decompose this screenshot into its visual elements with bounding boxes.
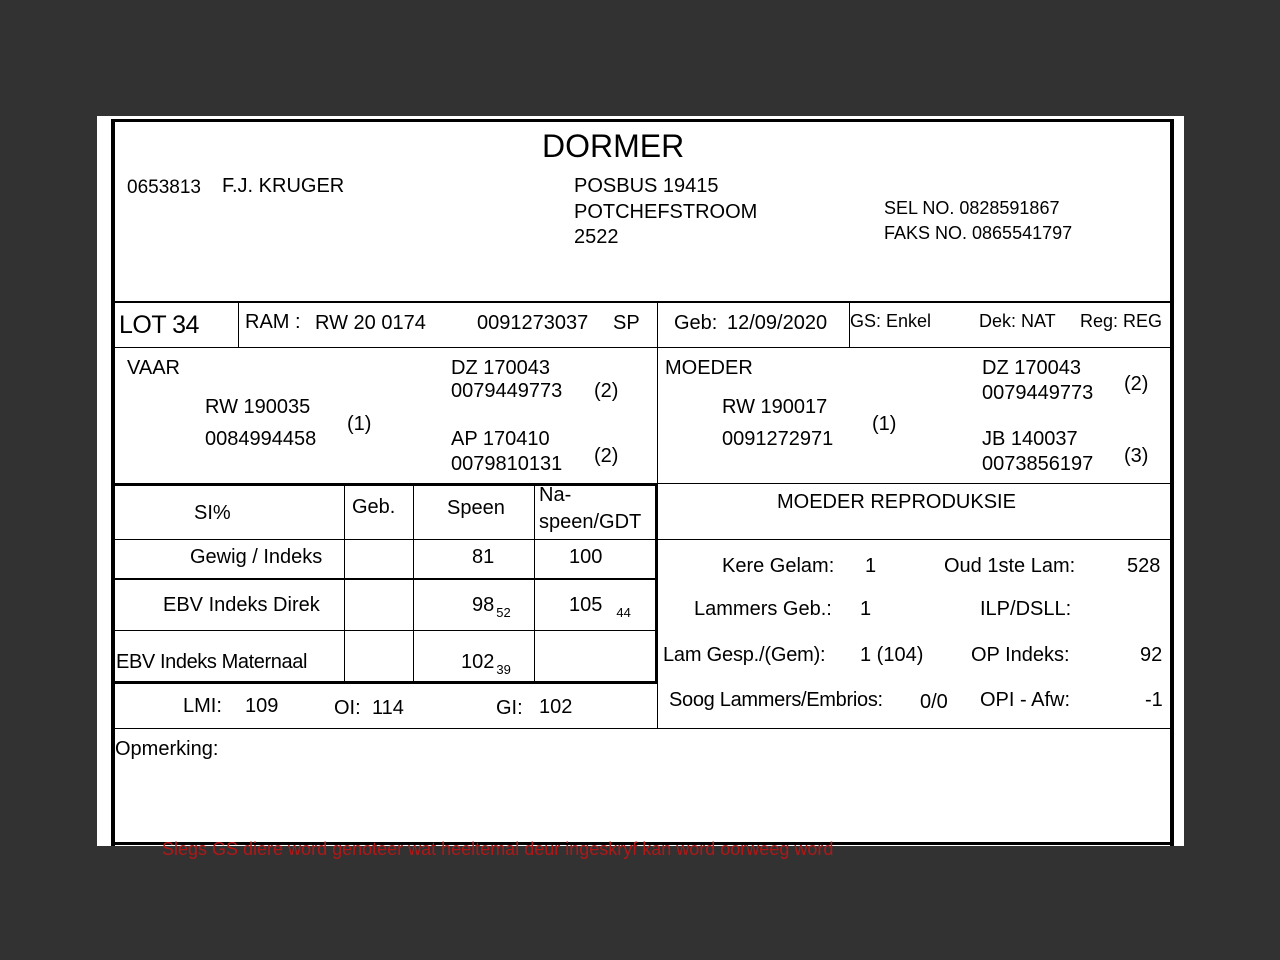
lot-number: LOT 34 (119, 311, 199, 339)
owner-id: 0653813 (127, 177, 201, 198)
sire-dam: AP 170410 (451, 428, 550, 450)
sire-animal: RW 190035 (205, 396, 311, 418)
dam-sire: DZ 170043 (982, 357, 1081, 379)
gesp-label: Lam Gesp./(Gem): (663, 644, 826, 666)
divider-summary (111, 728, 1174, 729)
col-geb (344, 484, 345, 683)
kere-label: Kere Gelam: (722, 555, 835, 577)
dam-dam-mark: (3) (1124, 445, 1149, 467)
owner-name: F.J. KRUGER (222, 175, 345, 197)
dam-dam: JB 140037 (982, 428, 1078, 450)
si-header: SI% (194, 502, 231, 524)
footer-note: Slegs GS diere word genoteer wat heeltemal deur ingeskryf kan word oorweeg word (162, 839, 834, 859)
kere-value: 1 (865, 555, 877, 577)
lammers-value: 1 (860, 598, 872, 620)
col-naspeen (534, 484, 535, 683)
gi-label: GI: (496, 697, 523, 719)
born-label: Geb: (674, 312, 718, 334)
opi-label: OPI - Afw: (980, 689, 1071, 711)
ram-suffix: SP (613, 312, 640, 334)
dam-number: 0091272971 (722, 428, 834, 450)
divider-lot (111, 347, 1174, 348)
ram-number: RW 20 0174 (315, 312, 426, 334)
breed-title: DORMER (542, 128, 685, 164)
row-label: EBV Indeks Maternaal (116, 651, 307, 673)
speen-header: Speen (447, 497, 505, 519)
address-line3: 2522 (574, 226, 619, 248)
sire-mark: (1) (347, 413, 372, 435)
gesp-value: 1 (104) (860, 644, 924, 666)
col-si-right (655, 484, 658, 683)
oi-value: 114 (372, 697, 404, 719)
row-speen: 81 (472, 546, 495, 568)
op-value: 92 (1140, 644, 1163, 666)
col-lot (238, 302, 239, 348)
reg-value: Reg: REG (1080, 311, 1163, 331)
ram-reg: 0091273037 (477, 312, 589, 334)
row-speen: 98 $_{52}$ (472, 594, 511, 620)
sire-number: 0084994458 (205, 428, 317, 450)
soog-value: 0/0 (920, 691, 948, 713)
geb-header: Geb. (352, 496, 396, 518)
row-label: Gewig / Indeks (190, 546, 323, 568)
divider-si-row1 (111, 578, 658, 580)
frame-top (111, 119, 1174, 122)
dam-dam-number: 0073856197 (982, 453, 1094, 475)
ilp-label: ILP/DSLL: (980, 598, 1072, 620)
born-date: 12/09/2020 (727, 312, 828, 334)
divider-si-left (111, 484, 658, 486)
row-naspeen: 105 $_{44}$ (569, 594, 631, 620)
address-line2: POTCHEFSTROOM (574, 201, 758, 223)
dam-sire-number: 0079449773 (982, 382, 1094, 404)
sire-dam-number: 0079810131 (451, 453, 563, 475)
oud-value: 528 (1127, 555, 1161, 577)
lammers-label: Lammers Geb.: (694, 598, 832, 620)
row-label: EBV Indeks Direk (163, 594, 320, 616)
divider-si-bottom (111, 681, 658, 684)
divider-header (111, 301, 1174, 303)
soog-label: Soog Lammers/Embrios: (669, 689, 883, 711)
lot-card (97, 116, 1184, 859)
oi-label: OI: (334, 697, 361, 719)
lmi-value: 109 (245, 695, 279, 717)
sire-sire-mark: (2) (594, 380, 619, 402)
dek-value: Dek: NAT (979, 311, 1056, 331)
address-line1: POSBUS 19415 (574, 175, 719, 197)
remarks-label: Opmerking: (115, 738, 219, 760)
dam-mark: (1) (872, 413, 897, 435)
gi-value: 102 (539, 696, 573, 718)
dam-sire-mark: (2) (1124, 373, 1149, 395)
dam-animal: RW 190017 (722, 396, 828, 418)
sire-sire: DZ 170043 (451, 357, 550, 379)
naspeen-header-2: speen/GDT (539, 511, 642, 533)
cell-number: SEL NO. 0828591867 (884, 198, 1060, 218)
divider-si-head (111, 539, 1174, 540)
row-naspeen (569, 652, 571, 672)
divider-si-row2 (111, 630, 658, 631)
dam-label: MOEDER (665, 357, 753, 379)
opi-value: -1 (1145, 689, 1163, 711)
row-naspeen: 100 (569, 546, 603, 568)
op-label: OP Indeks: (971, 644, 1070, 666)
oud-label: Oud 1ste Lam: (944, 555, 1076, 577)
sire-label: VAAR (127, 357, 180, 379)
col-speen (413, 484, 414, 683)
lmi-label: LMI: (183, 695, 222, 717)
ram-label: RAM : (245, 311, 301, 333)
repro-title: MOEDER REPRODUKSIE (777, 491, 1016, 513)
gs-value: GS: Enkel (850, 311, 932, 331)
naspeen-header-1: Na- (539, 484, 572, 506)
sire-dam-mark: (2) (594, 445, 619, 467)
sire-sire-number: 0079449773 (451, 380, 563, 402)
row-speen: 102 $_{39}$ (461, 651, 511, 677)
fax-number: FAKS NO. 0865541797 (884, 223, 1073, 243)
